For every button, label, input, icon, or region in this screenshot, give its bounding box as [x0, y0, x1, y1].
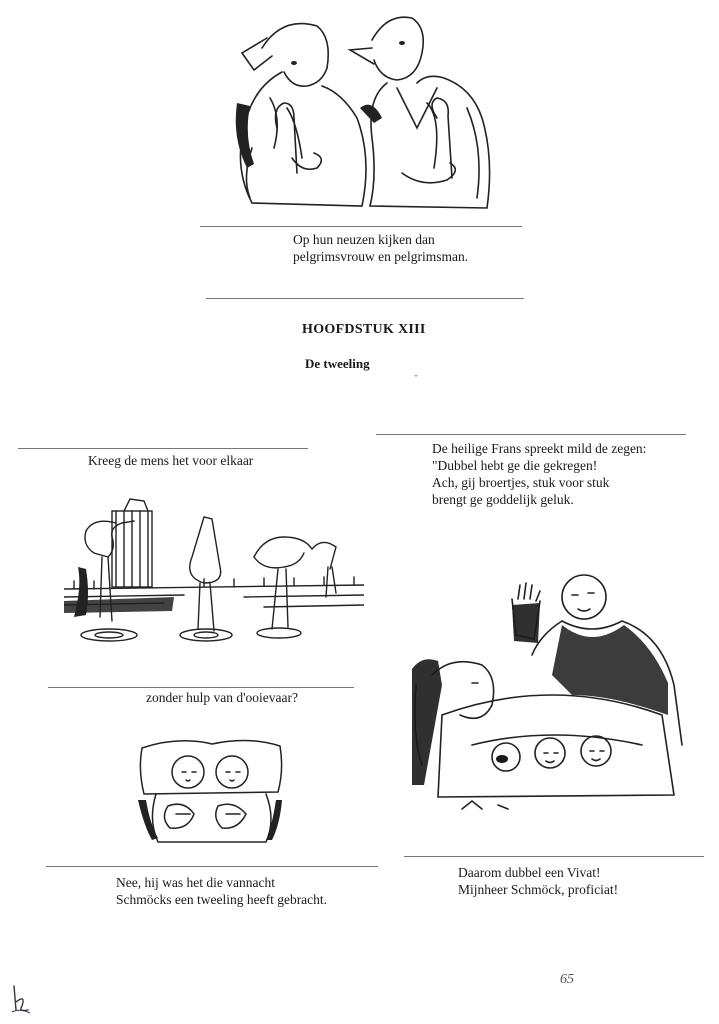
chapter-subtitle: De tweeling — [305, 356, 370, 371]
left-caption-3: Nee, hij was het die vannacht Schmöcks een tweeling heeft gebracht. — [116, 875, 328, 907]
chapter-heading: HOOFDSTUK XIII — [302, 322, 426, 337]
top-caption: Op hun neuzen kijken dan pelgrimsvrouw en pelgrimsman. — [293, 232, 469, 264]
left-caption-1: Kreeg de mens het voor elkaar — [88, 453, 254, 468]
rule-right-2 — [404, 856, 704, 857]
rule-left-3 — [46, 866, 378, 867]
page-number: 65 — [560, 972, 574, 987]
rule-left-1 — [18, 448, 308, 449]
right-caption-1: De heilige Frans spreekt mild de zegen: "Dubbel hebt ge die gekregen! Ach, gij broertjes, stuk voor stuk brengt ge goddelijk geluk. — [432, 441, 647, 507]
handwritten-initials — [8, 984, 34, 1014]
blessing-illustration — [412, 565, 690, 815]
pilgrims-drawing — [222, 8, 500, 213]
right-caption-2: Daarom dubbel een Vivat! Mijnheer Schmöck, proficiat! — [458, 865, 619, 897]
rule-top-1 — [200, 226, 522, 227]
left-caption-2: zonder hulp van d'ooievaar? — [146, 690, 298, 705]
scan-speck: ˇ — [414, 372, 418, 386]
storks-illustration — [64, 497, 364, 665]
twins-illustration — [138, 730, 284, 848]
rule-right-1 — [376, 434, 686, 435]
blessing-drawing — [412, 565, 690, 815]
pilgrims-illustration — [222, 8, 500, 213]
rule-left-2 — [48, 687, 354, 688]
twins-drawing — [138, 730, 284, 848]
storks-drawing — [64, 497, 364, 665]
rule-top-2 — [206, 298, 524, 299]
initials-mark — [8, 984, 34, 1014]
